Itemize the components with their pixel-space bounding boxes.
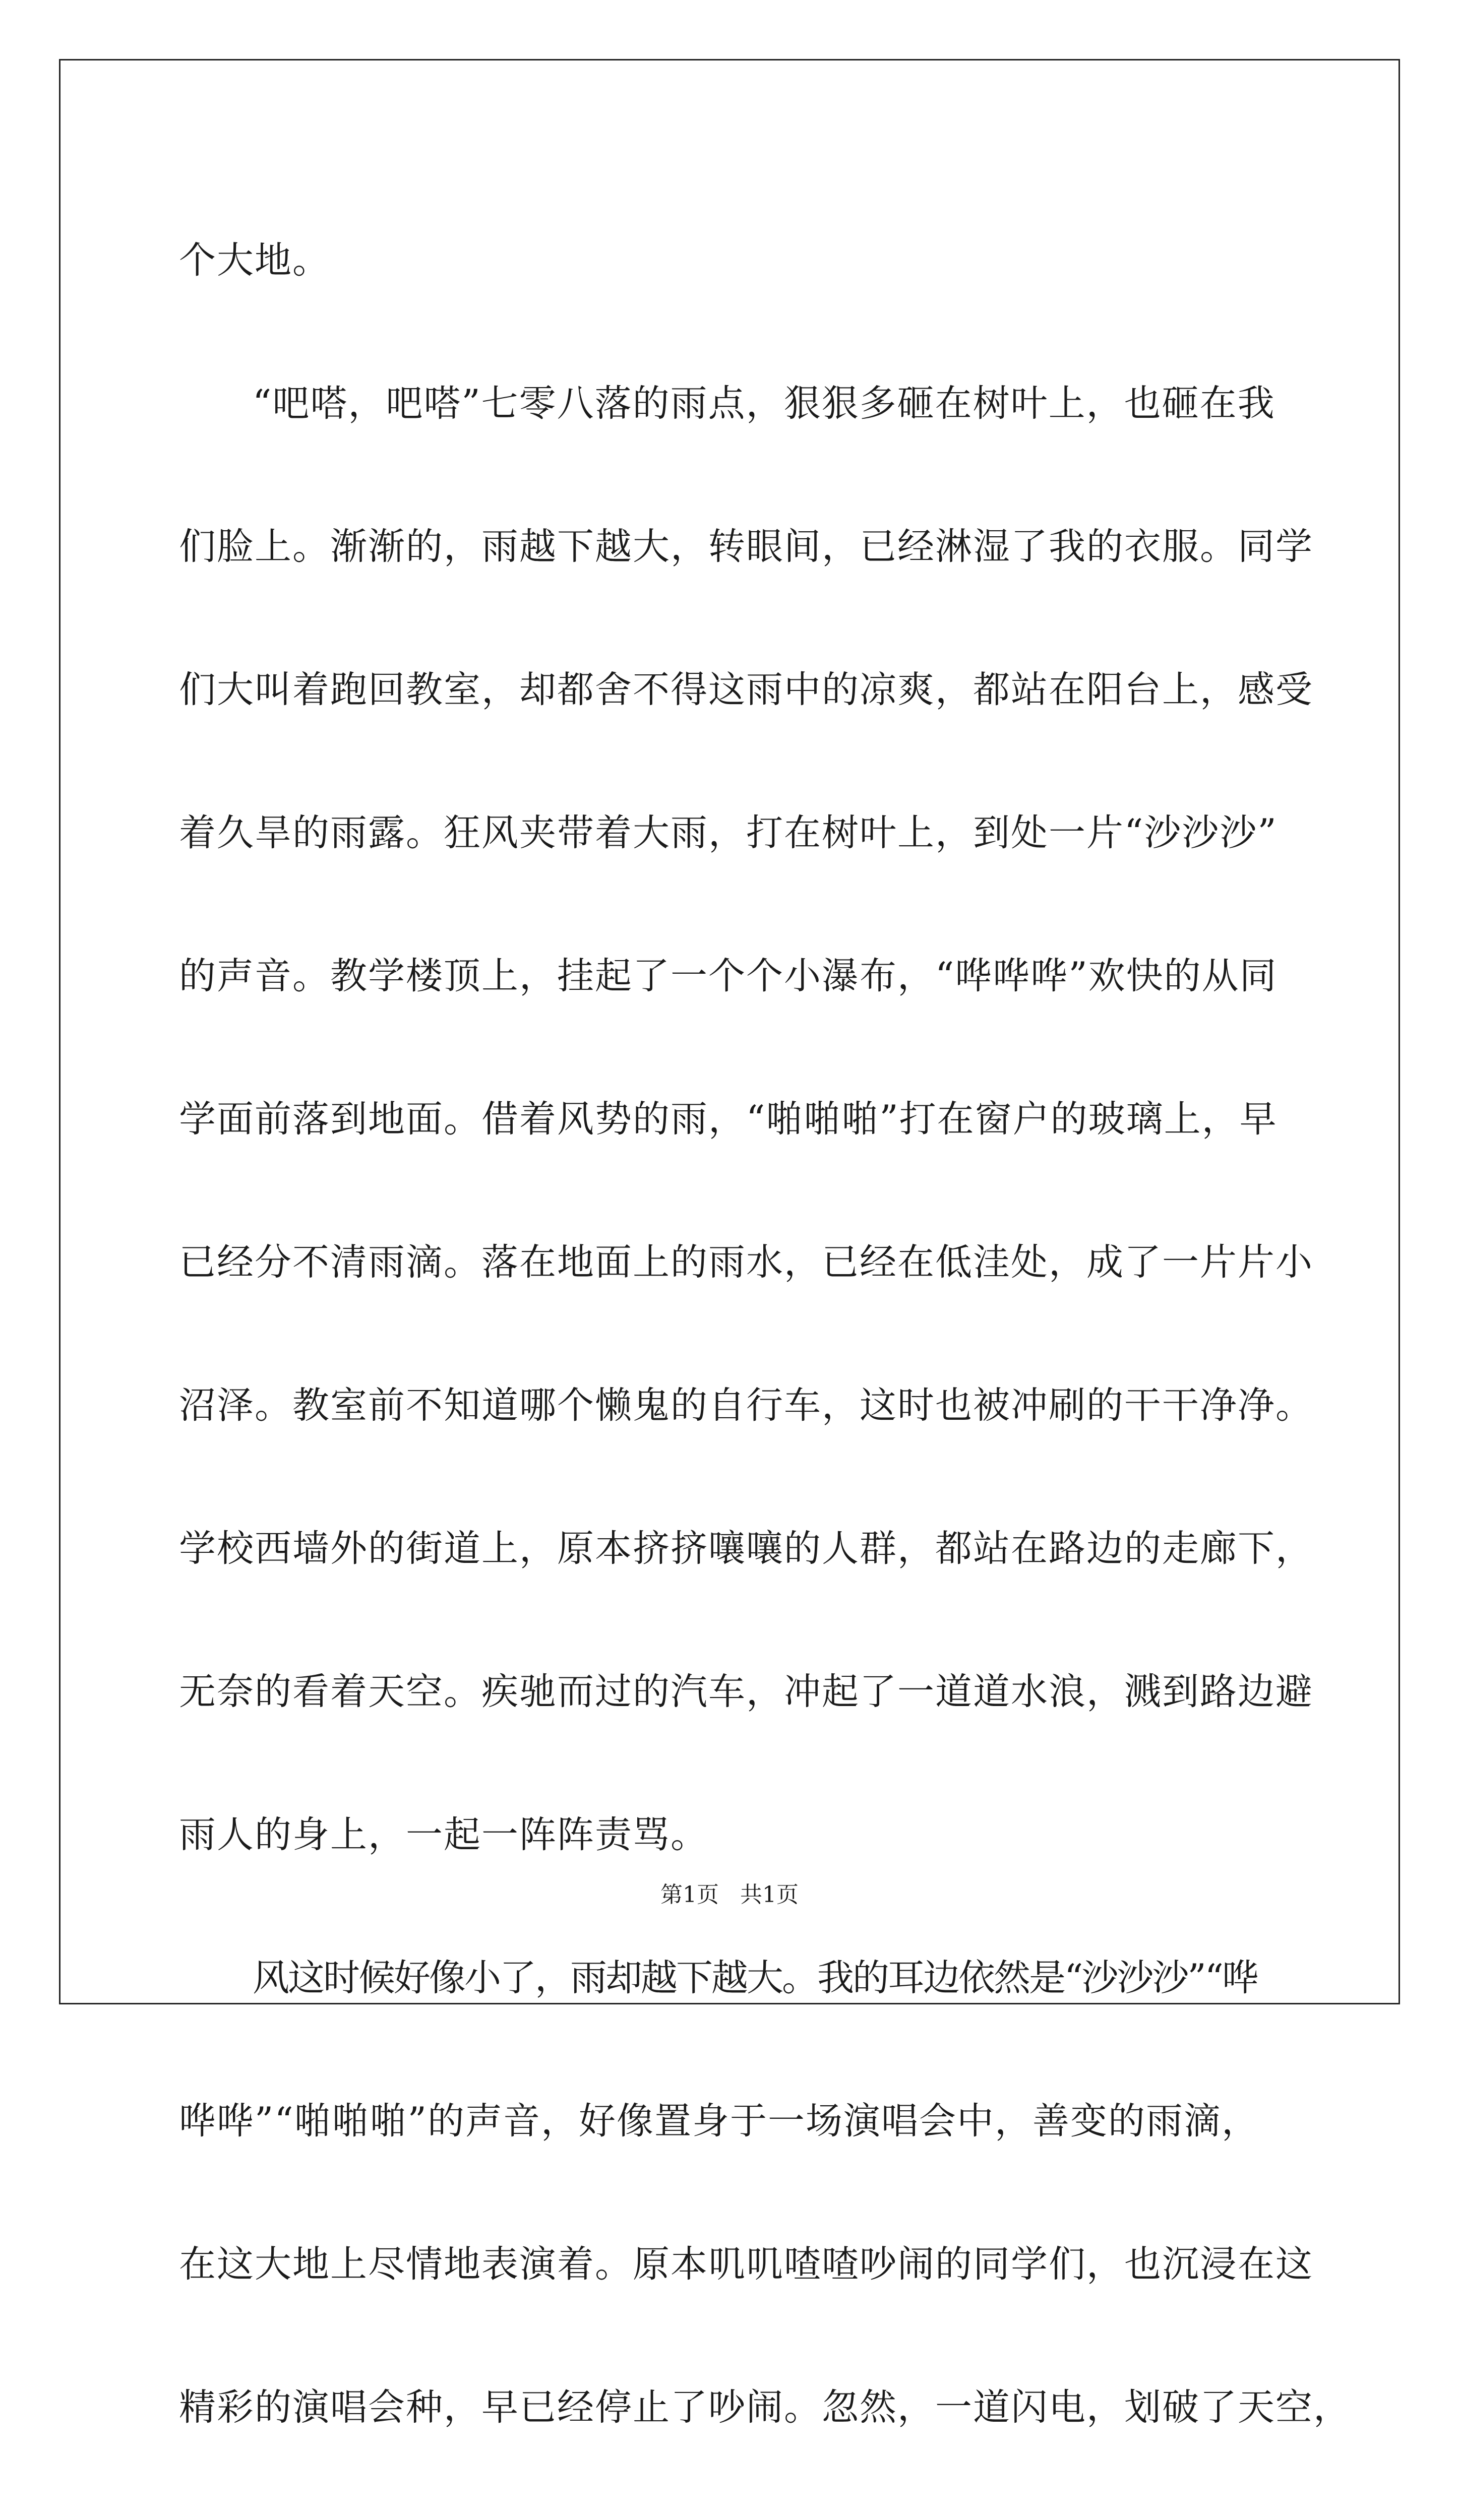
text-line: 雨人的身上，一起一阵阵责骂。 [179,1813,708,1856]
text-line: 着久旱的雨露。狂风夹带着大雨，打在树叶上，到处一片“沙沙沙” [179,811,1278,854]
page-number-footer: 第1页 共1页 [660,1882,799,1908]
text-line [179,2479,1288,2520]
text-line: 精彩的演唱会种，早已经停止了吵闹。忽然，一道闪电，划破了天空， [179,2386,1351,2429]
text-line: 们大叫着跑回教室，却都舍不得这雨中的凉爽，都站在阳台上，感受 [179,668,1313,711]
text-line: 个大地。 [179,239,330,282]
text-line: 在这大地上尽情地表演着。原本叽叽喳喳吵闹的同学们，也沉浸在这 [179,2243,1313,2286]
text-line: 的声音。教学楼顶上，挂起了一个个小瀑布，“哗哗哗”欢快的从同 [179,955,1278,997]
text-line: 沼泽。教室前不知道哪个懒鬼的自行车，这时也被冲刷的干干净净。 [179,1384,1313,1427]
paragraph-start-line: “吧嗒，吧嗒”七零八落的雨点，狠狠多砸在树叶上，也砸在我 [253,382,1275,425]
text-line: 哗哗”“啪啪啪”的声音，好像置身于一场演唱会中，善变的雨滴， [179,2100,1259,2143]
text-line: 已经分不清雨滴。落在地面上的雨水，已经在低洼处，成了一片片小 [179,1241,1313,1284]
text-line: 学校西墙外的街道上，原本挤挤嚷嚷的人群，都站在路边的走廊下， [179,1527,1313,1570]
text-line: 们脸上。渐渐的，雨越下越大，转眼间，已经淋湿了我的衣服。同学 [179,525,1313,568]
text-line: 学面前落到地面。借着风势的雨，“啪啪啪”打在窗户的玻璃上，早 [179,1098,1278,1141]
paragraph-start-line: 风这时候好像小了，雨却越下越大。我的耳边依然是“沙沙沙”“哗 [253,1957,1257,1999]
document-body [179,189,1351,2520]
text-line: 无奈的看着天空。疾驰而过的汽车，冲起了一道道水浪，溅到路边避 [179,1670,1313,1713]
